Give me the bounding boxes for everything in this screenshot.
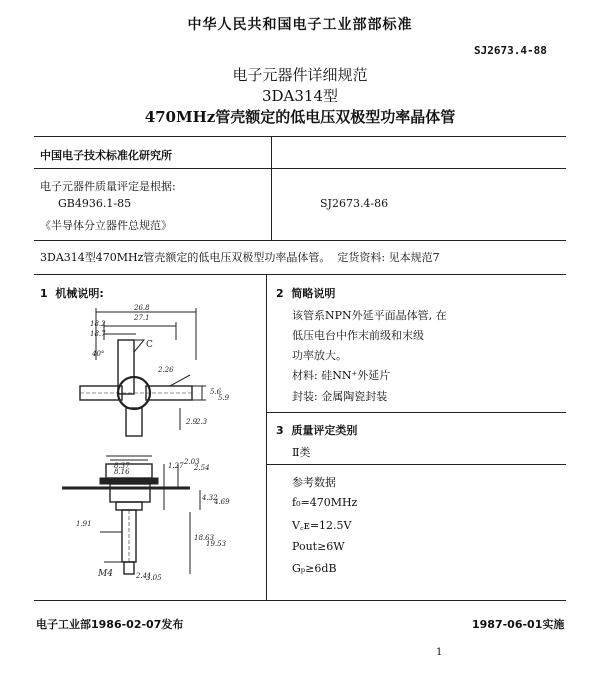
dim-18-7: 18.7 [90,330,106,338]
basis-name: 《半导体分立器件总规范》 [40,219,172,232]
dim-4-32: 4.32 [202,494,218,502]
dim-5-9: 5.9 [218,394,230,402]
ref-item-gain: Gₚ≥6dB [292,562,337,575]
title-line2: 3DA314型 [261,87,339,105]
section-rule [34,274,566,275]
ref-item-freq: f₀=470MHz [292,496,358,509]
issued-date: 电子工业部1986-02-07发布 [36,618,184,631]
dim-3-05: 3.05 [146,574,162,582]
section3-rule [266,464,566,465]
ref-item-vce: V꜀ᴇ=12.5V [292,519,352,532]
package-line: 封装: 金属陶瓷封装 [292,390,388,403]
standard-number: SJ2673.4-88 [474,44,547,57]
section2-rule [266,412,566,413]
right-standard: SJ2673.4-86 [320,197,389,210]
quality-category: Ⅱ类 [292,446,311,459]
institute-name: 中国电子技术标准化研究所 [40,149,172,162]
description-line: 3DA314型470MHz管壳额定的低电压双极型功率晶体管。 定货资料: 见本规范7 [40,251,440,264]
dim-8-37: 8.37 [114,462,130,470]
basis-standard: GB4936.1-85 [58,197,132,210]
dim-18-63: 18.63 [194,534,215,542]
dim-19-53: 19.53 [206,540,227,548]
column-divider [266,274,267,600]
top-rule [34,136,566,137]
info-bottom-rule [34,240,566,241]
dim-thread: M4 [98,569,113,579]
title-line3: 470MHz管壳额定的低电压双极型功率晶体管 [144,108,456,126]
footer-rule [34,600,566,601]
info-divider [271,136,272,240]
section2-line2: 低压电台中作末前级和末级 [292,329,424,342]
section2-line3: 功率放大。 [292,349,347,362]
ref-title: 参考数据 [292,476,336,489]
dim-2-54: 2.54 [194,464,210,472]
section1-heading: 1 机械说明: [40,287,104,300]
dim-angle: 40° [92,350,105,358]
dim-26-8: 26.8 [134,304,150,312]
dim-8-16: 8.16 [114,468,130,476]
section2-heading: 2 简略说明 [276,287,336,300]
effective-date: 1987-06-01实施 [472,618,565,631]
mechanical-drawing [40,300,262,600]
dim-5-6: 5.6 [210,388,222,396]
dim-2-26: 2.26 [158,366,174,374]
dim-2-03: 2.03 [184,458,200,466]
dim-2-9: 2.9 [186,418,198,426]
organization-standard: 中华人民共和国电子工业部部标准 [187,17,413,33]
section2-line1: 该管系NPN外延平面晶体管, 在 [292,309,447,322]
dim-2-41: 2.41 [136,572,152,580]
info-rule [34,168,566,169]
dim-corner: C [146,340,153,350]
dim-2-3: 2.3 [196,418,208,426]
dim-1-91: 1.91 [76,520,92,528]
material-line: 材料: 硅NN⁺外延片 [292,369,391,382]
dim-18-2: 18.2 [90,320,106,328]
page-number: 1 [436,647,443,658]
dim-27-1: 27.1 [134,314,150,322]
basis-label: 电子元器件质量评定是根据: [40,180,176,193]
ref-item-pout: Pout≥6W [292,540,345,553]
section3-heading: 3 质量评定类别 [276,424,358,437]
dim-4-69: 4.69 [214,498,230,506]
title-line1: 电子元器件详细规范 [232,66,368,84]
dim-1-27: 1.27 [168,462,184,470]
